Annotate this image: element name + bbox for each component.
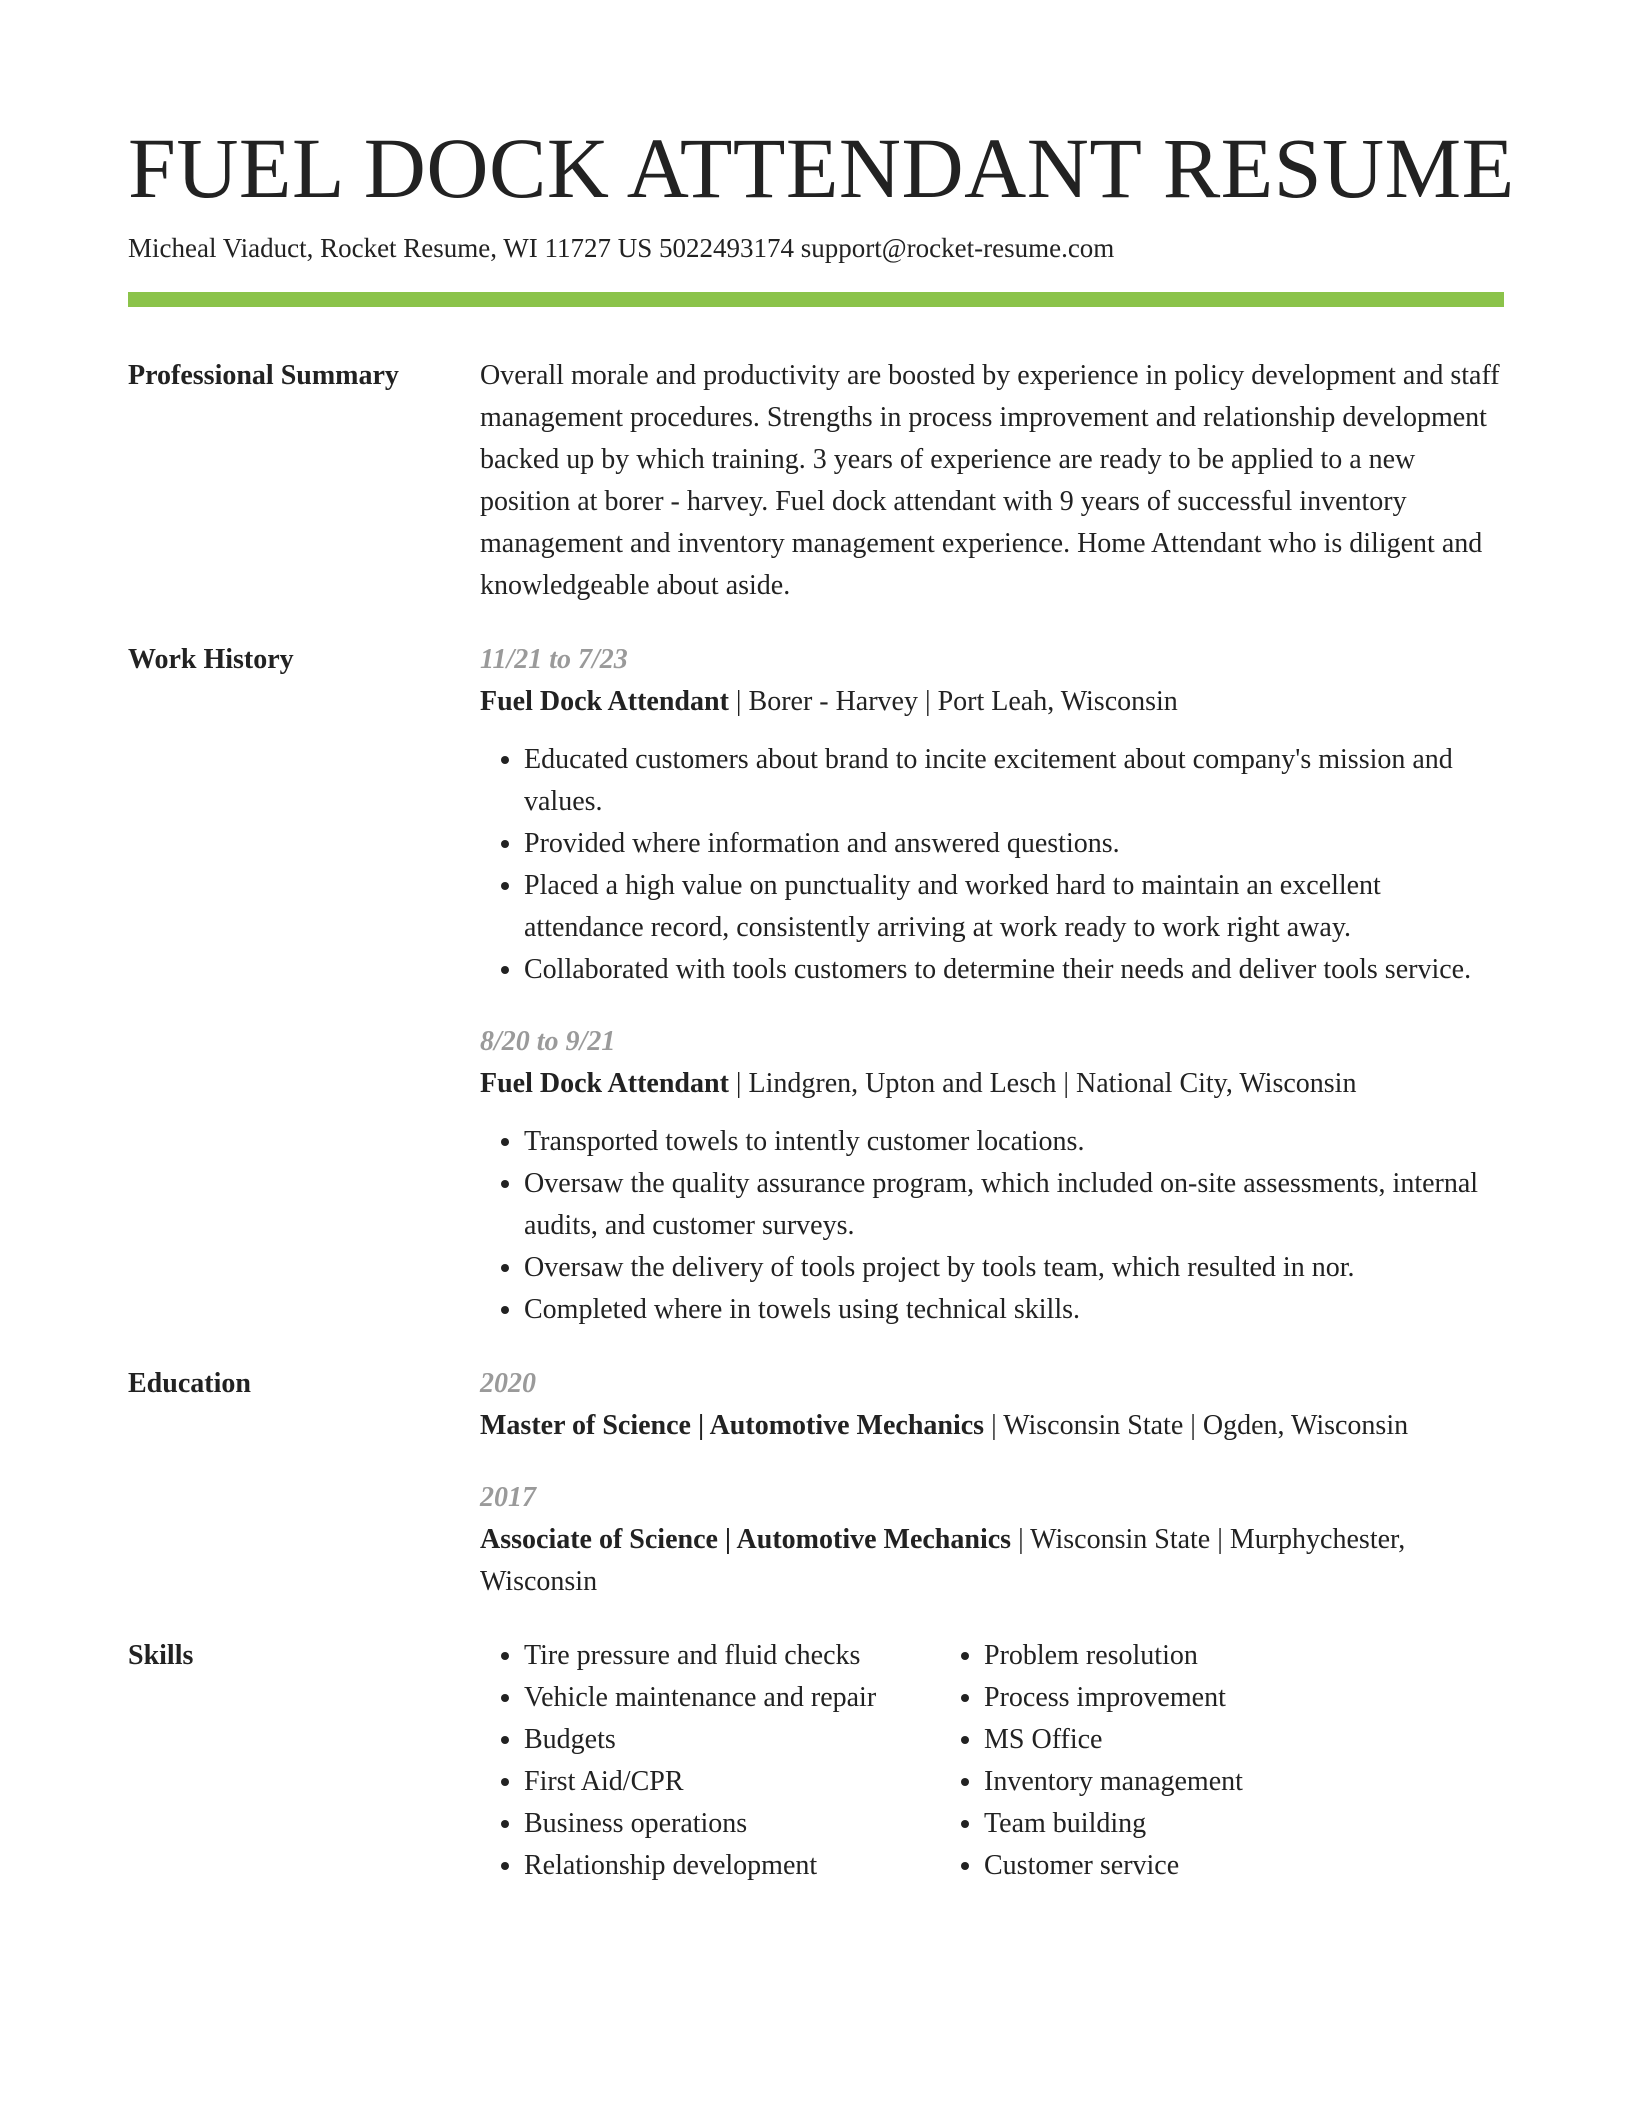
school-details: | Wisconsin State | Murphychester, Wisconsin bbox=[480, 1524, 1406, 1597]
skill-item: • Budgets bbox=[524, 1719, 940, 1761]
skill-item: • Vehicle maintenance and repair bbox=[524, 1677, 940, 1719]
skill-item: • Process improvement bbox=[984, 1677, 1504, 1719]
list-item: • Completed where in towels using technical skills. bbox=[524, 1289, 1504, 1331]
job-details: | Borer - Harvey | Port Leah, Wisconsin bbox=[728, 686, 1178, 717]
skills-grid bbox=[480, 1635, 1504, 1887]
job-title: Fuel Dock Attendant bbox=[480, 686, 729, 717]
skill-item: • Relationship development bbox=[524, 1845, 940, 1887]
contact-line: Micheal Viaduct, Rocket Resume, WI 11727 US 5022493174 support@rocket-resume.com bbox=[128, 233, 1115, 263]
resume-title: FUEL DOCK ATTENDANT RESUME bbox=[128, 120, 1515, 216]
job-bullets bbox=[480, 739, 1504, 991]
professional-summary-section bbox=[128, 355, 1504, 607]
education-heading bbox=[480, 1519, 1504, 1603]
education-section bbox=[128, 1363, 1504, 1603]
job-heading bbox=[480, 681, 1504, 723]
list-item: • Collaborated with tools customers to determine their needs and deliver tools service. bbox=[524, 949, 1504, 991]
education-year: 2020 bbox=[480, 1368, 536, 1399]
list-item: • Oversaw the delivery of tools project by tools team, which resulted in nor. bbox=[524, 1247, 1504, 1289]
section-label-summary: Professional Summary bbox=[128, 360, 399, 391]
skill-item: • Business operations bbox=[524, 1803, 940, 1845]
school-details: | Wisconsin State | Ogden, Wisconsin bbox=[984, 1410, 1409, 1441]
list-item: • Transported towels to intently customer locations. bbox=[524, 1121, 1504, 1163]
work-history-content bbox=[480, 639, 1504, 1331]
list-item: • Educated customers about brand to incite excitement about company's mission and values. bbox=[524, 739, 1504, 823]
list-item: • Placed a high value on punctuality and worked hard to maintain an excellent attendance record, consistently arriving at work ready to work right away. bbox=[524, 865, 1504, 949]
job-dates: 11/21 to 7/23 bbox=[480, 644, 628, 675]
list-item: • Oversaw the quality assurance program, which included on-site assessments, internal audits, and customer surveys. bbox=[524, 1163, 1504, 1247]
section-label-work: Work History bbox=[128, 644, 294, 675]
degree-name: Master of Science | Automotive Mechanics bbox=[480, 1410, 985, 1441]
skills-section bbox=[128, 1635, 1504, 1887]
skills-column-left bbox=[480, 1635, 940, 1887]
education-heading bbox=[480, 1405, 1504, 1447]
education-entry bbox=[480, 1363, 1504, 1447]
job-entry bbox=[480, 639, 1504, 991]
work-history-section bbox=[128, 639, 1504, 1331]
skill-item: • First Aid/CPR bbox=[524, 1761, 940, 1803]
skill-item: • MS Office bbox=[984, 1719, 1504, 1761]
job-entry bbox=[480, 1021, 1504, 1331]
education-year: 2017 bbox=[480, 1482, 536, 1513]
education-entry bbox=[480, 1477, 1504, 1603]
accent-divider bbox=[128, 292, 1504, 307]
skill-item: • Team building bbox=[984, 1803, 1504, 1845]
summary-text: Overall morale and productivity are boosted by experience in policy development and staff management procedures. Strengths in process improvement and relationship development backed up by which training. 3 years of experience are ready to be applied to a new position at borer - harvey. Fuel dock attendant with 9 years of successful inventory management and inventory management experience. Home Attendant who is diligent and knowledgeable about aside. bbox=[480, 360, 1500, 601]
skill-item: • Customer service bbox=[984, 1845, 1504, 1887]
skills-column-right bbox=[940, 1635, 1504, 1887]
job-title: Fuel Dock Attendant bbox=[480, 1068, 729, 1099]
degree-name: Associate of Science | Automotive Mechanics bbox=[480, 1524, 1012, 1555]
skill-item: • Tire pressure and fluid checks bbox=[524, 1635, 940, 1677]
skill-item: • Problem resolution bbox=[984, 1635, 1504, 1677]
skills-content bbox=[480, 1635, 1504, 1887]
section-label-skills: Skills bbox=[128, 1640, 194, 1671]
job-details: | Lindgren, Upton and Lesch | National City, Wisconsin bbox=[728, 1068, 1357, 1099]
section-label-education: Education bbox=[128, 1368, 251, 1399]
list-item: • Provided where information and answered questions. bbox=[524, 823, 1504, 865]
education-content bbox=[480, 1363, 1504, 1603]
job-bullets bbox=[480, 1121, 1504, 1331]
job-heading bbox=[480, 1063, 1504, 1105]
job-dates: 8/20 to 9/21 bbox=[480, 1026, 616, 1057]
skill-item: • Inventory management bbox=[984, 1761, 1504, 1803]
